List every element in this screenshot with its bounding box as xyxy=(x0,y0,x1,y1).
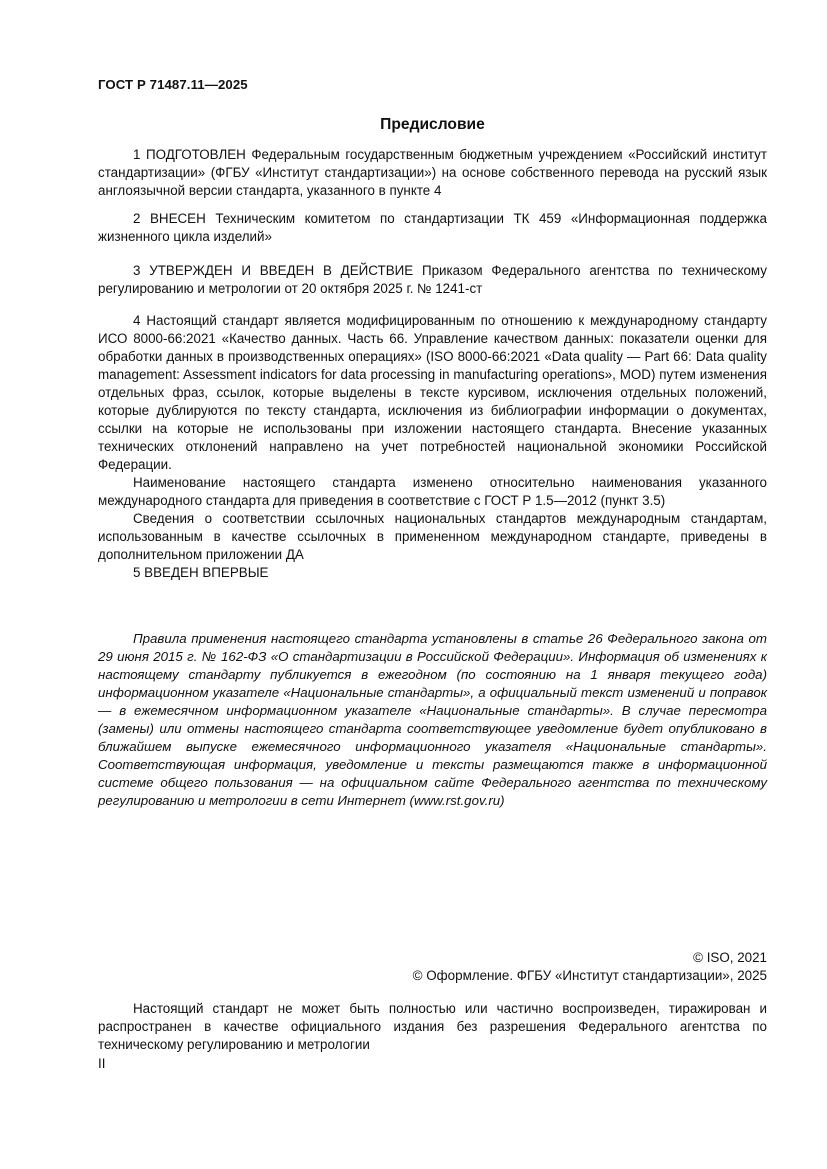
item-first-introduced xyxy=(98,564,767,582)
item-approved-text: 3 УТВЕРЖДЕН И ВВЕДЕН В ДЕЙСТВИЕ Приказом Федерального агентства по техническому регулированию и метрологии от 20 октября 2025 г. № 1241-ст xyxy=(98,263,767,296)
item-prepared-text: 1 ПОДГОТОВЛЕН Федеральным государственным бюджетным учреждением «Российский институт стандартизации» (ФГБУ «Институт стандартизации») на основе собственного перевода на русский язык англоязычной версии стандарта, указанного в пункте 4 xyxy=(98,147,767,198)
application-rules-notice xyxy=(98,630,767,810)
item-introduced-text: 2 ВНЕСЕН Техническим комитетом по стандартизации ТК 459 «Информационная поддержка жизненного цикла изделий» xyxy=(98,211,767,244)
copyright-design: © Оформление. ФГБУ «Институт стандартизации», 2025 xyxy=(412,968,767,983)
reproduction-notice xyxy=(98,1000,767,1054)
item-approved xyxy=(98,262,767,298)
item-introduced xyxy=(98,210,767,246)
item-first-introduced-text: 5 ВВЕДЕН ВПЕРВЫЕ xyxy=(133,565,269,580)
item-modification xyxy=(98,312,767,564)
item-modification-text: 4 Настоящий стандарт является модифицированным по отношению к международному стандарту ИСО 8000-66:2021 «Качество данных. Часть 66. Управление качеством данных: показатели оценки для обработки данных в производственных операциях» (ISO 8000-66:2021 «Data quality — Part 66: Data quality management: Assessment indicators for data processing in manufacturing operations», MOD) путем изменения отдельных фраз, ссылок, которые выделены в тексте курсивом, исключения отдельных положений, которые дублируются по тексту стандарта, исключения из библиографии информации о документах, ссылки на которые не использованы при изложении настоящего стандарта. Внесение указанных технических отклонений направлено на учет потребностей национальной экономики Российской Федерации. xyxy=(98,313,767,472)
item-prepared xyxy=(98,146,767,200)
page-title: Предисловие xyxy=(380,116,485,133)
page-number: II xyxy=(98,1056,106,1071)
copyright-iso: © ISO, 2021 xyxy=(693,950,767,965)
reproduction-notice-text: Настоящий стандарт не может быть полностью или частично воспроизведен, тиражирован и распространен в качестве официального издания без разрешения Федерального агентства по техническому регулированию и метрологии xyxy=(98,1001,767,1052)
document-code: ГОСТ Р 71487.11—2025 xyxy=(98,77,248,92)
item-references-text: Сведения о соответствии ссылочных национальных стандартов международным стандартам, использованным в качестве ссылочных в примененном международном стандарте, приведены в дополнительном приложении ДА xyxy=(98,511,767,562)
item-name-change-text: Наименование настоящего стандарта изменено относительно наименования указанного международного стандарта для приведения в соответствие с ГОСТ Р 1.5—2012 (пункт 3.5) xyxy=(98,475,767,508)
application-rules-text: Правила применения настоящего стандарта установлены в статье 26 Федерального закона от 29 июня 2015 г. № 162-ФЗ «О стандартизации в Российской Федерации». Информация об изменениях к настоящему стандарту публикуется в ежегодном (по состоянию на 1 января текущего года) информационном указателе «Национальные стандарты», а официальный текст изменений и поправок — в ежемесячном информационном указателе «Национальные стандарты». В случае пересмотра (замены) или отмены настоящего стандарта соответствующее уведомление будет опубликовано в ближайшем выпуске ежемесячного информационного указателя «Национальные стандарты». Соответствующая информация, уведомление и тексты размещаются также в информационной системе общего пользования — на официальном сайте Федерального агентства по техническому регулированию и метрологии в сети Интернет (www.rst.gov.ru) xyxy=(98,631,767,808)
